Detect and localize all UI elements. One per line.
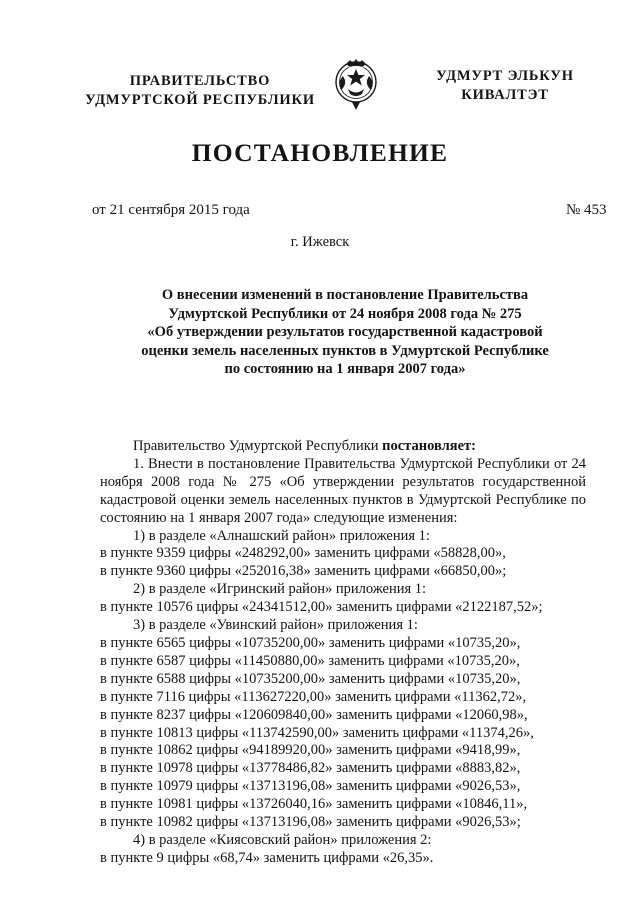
document-number: № 453 [566,202,607,218]
document-date: от 21 сентября 2015 года [92,202,250,218]
intro-text: Правительство Удмуртской Республики [133,438,383,454]
document-subject [120,286,570,379]
amendment-list [100,528,586,868]
amendment-section-heading: 4) в разделе «Киясовский район» приложения 2: [133,831,432,848]
subject-line: О внесении изменений в постановление Правительства [161,287,529,303]
subject-line: Удмуртской Республики от 24 ноября 2008 года № 275 [168,305,522,322]
amendment-line: в пункте 7116 цифры «113627220,00» заменить цифрами «11362,72», [100,688,527,705]
amendment-line: в пункте 10576 цифры «24341512,00» заменить цифрами «2122187,52»; [100,599,543,616]
amendment-line: в пункте 9360 цифры «252016,38» заменить цифрами «66850,00»; [100,563,507,580]
government-name-udmurt [420,67,590,105]
amendment-line: в пункте 10979 цифры «13713196,08» заменить цифрами «9026,53», [100,778,521,795]
amendment-line: в пункте 6587 цифры «11450880,00» заменить цифрами «10735,20», [100,652,520,669]
intro-keyword: постановляет: [382,438,476,454]
subject-line: оценки земель населенных пунктов в Удмуртской Республике [141,342,549,359]
coat-of-arms-icon [330,56,382,112]
amendment-section-heading: 3) в разделе «Увинский район» приложения 1: [133,617,418,634]
amendment-line: в пункте 8237 цифры «120609840,00» заменить цифрами «12060,98», [100,706,528,723]
amendment-line: в пункте 6565 цифры «10735200,00» заменить цифрами «10735,20», [100,634,521,651]
government-name-udmurt-line-2: КИВАЛТЭТ [461,87,549,103]
document-city: г. Ижевск [290,234,350,250]
amendment-line: в пункте 10981 цифры «13726040,16» заменить цифрами «10846,11», [100,796,528,813]
amendment-section-heading: 1) в разделе «Алнашский район» приложения 1: [133,527,430,544]
government-name-line-1: ПРАВИТЕЛЬСТВО [129,73,271,89]
resolution-intro [100,438,586,456]
amendment-section-heading: 2) в разделе «Игринский район» приложения 1: [133,581,427,598]
amendment-line: в пункте 9359 цифры «248292,00» заменить цифрами «58828,00», [100,545,506,562]
item-1-text: 1. Внести в постановление Правительства Удмуртской Республики от 24 ноября 2008 года № 275 «Об утверждении результатов государственной кадастровой оценки земель населенных пунктов в Удмуртской Республике по состоянию на 1 января 2007 года» следующие изменения: [100,455,586,526]
amendment-line: в пункте 10862 цифры «94189920,00» заменить цифрами «9418,99», [100,742,521,759]
government-name-line-2: УДМУРТСКОЙ РЕСПУБЛИКИ [85,92,315,108]
government-name-udmurt-line-1: УДМУРТ ЭЛЬКУН [436,68,574,84]
document-body [100,438,586,868]
amendment-line: в пункте 9 цифры «68,74» заменить цифрами «26,35». [100,849,434,866]
subject-line: по состоянию на 1 января 2007 года» [224,361,466,377]
amendment-line: в пункте 10978 цифры «13778486,82» заменить цифрами «8883,82», [100,760,521,777]
amendment-line: в пункте 6588 цифры «10735200,00» заменить цифрами «10735,20», [100,670,521,687]
document-title: ПОСТАНОВЛЕНИЕ [191,138,449,167]
amendment-line: в пункте 10982 цифры «13713196,08» заменить цифрами «9026,53»; [100,814,521,831]
amendment-line: в пункте 10813 цифры «113742590,00» заменить цифрами «11374,26», [100,724,534,741]
subject-line: «Об утверждении результатов государственной кадастровой [147,324,543,340]
government-name-russian [70,72,330,110]
